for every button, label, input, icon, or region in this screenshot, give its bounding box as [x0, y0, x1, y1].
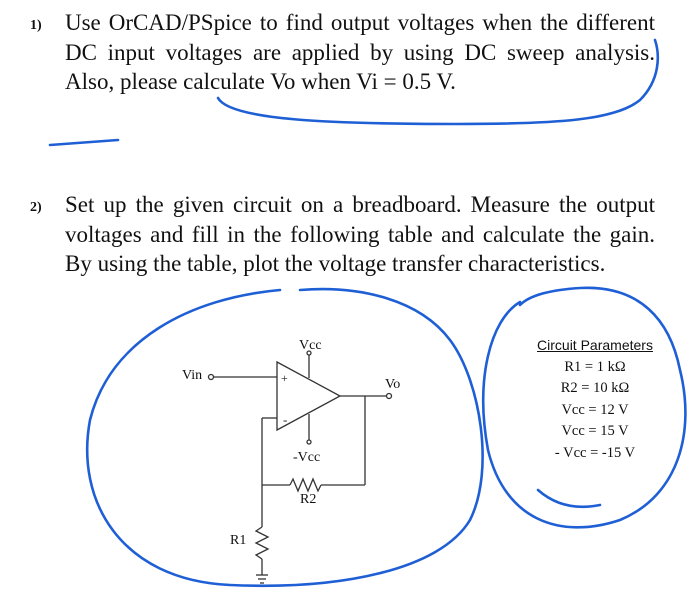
- question-1-text: Use OrCAD/PSpice to find output voltages when the different DC input voltages are applied by using DC sweep analysis. Also, please calculate Vo when Vi = 0.5 V.: [65, 10, 655, 94]
- parameter-vcc-12: Vcc = 12 V: [561, 401, 629, 418]
- vcc-label: Vcc: [299, 338, 322, 353]
- vin-label: Vin: [182, 368, 203, 383]
- neg-vcc-label: -Vcc: [293, 450, 321, 465]
- vo-terminal: [387, 394, 392, 399]
- circuit-parameters-title: Circuit Parameters: [537, 337, 653, 353]
- parameter-r2: R2 = 10 kΩ: [560, 380, 630, 396]
- question-1-number: 1): [30, 18, 42, 33]
- op-amp-minus-sign: -: [283, 412, 288, 427]
- r1-label: R1: [230, 533, 247, 548]
- op-amp-plus-sign: +: [281, 371, 288, 385]
- parameter-r1: R1 = 1 kΩ: [564, 358, 626, 375]
- r1-resistor: [256, 527, 268, 559]
- parameter-neg-vcc: - Vcc = -15 V: [554, 444, 636, 461]
- r2-resistor: [290, 479, 321, 491]
- r2-label: R2: [300, 492, 317, 507]
- question-2-text: Set up the given circuit on a breadboard. Measure the output voltages and fill in the following table and calculate the gain. By using the table, plot the voltage transfer characteristics.: [65, 192, 655, 276]
- question-2-number: 2): [30, 200, 42, 215]
- circuit-parameters: [520, 335, 670, 464]
- vo-label: Vo: [385, 377, 401, 392]
- vin-terminal: [209, 375, 214, 380]
- parameter-vcc-15: Vcc = 15 V: [561, 423, 629, 439]
